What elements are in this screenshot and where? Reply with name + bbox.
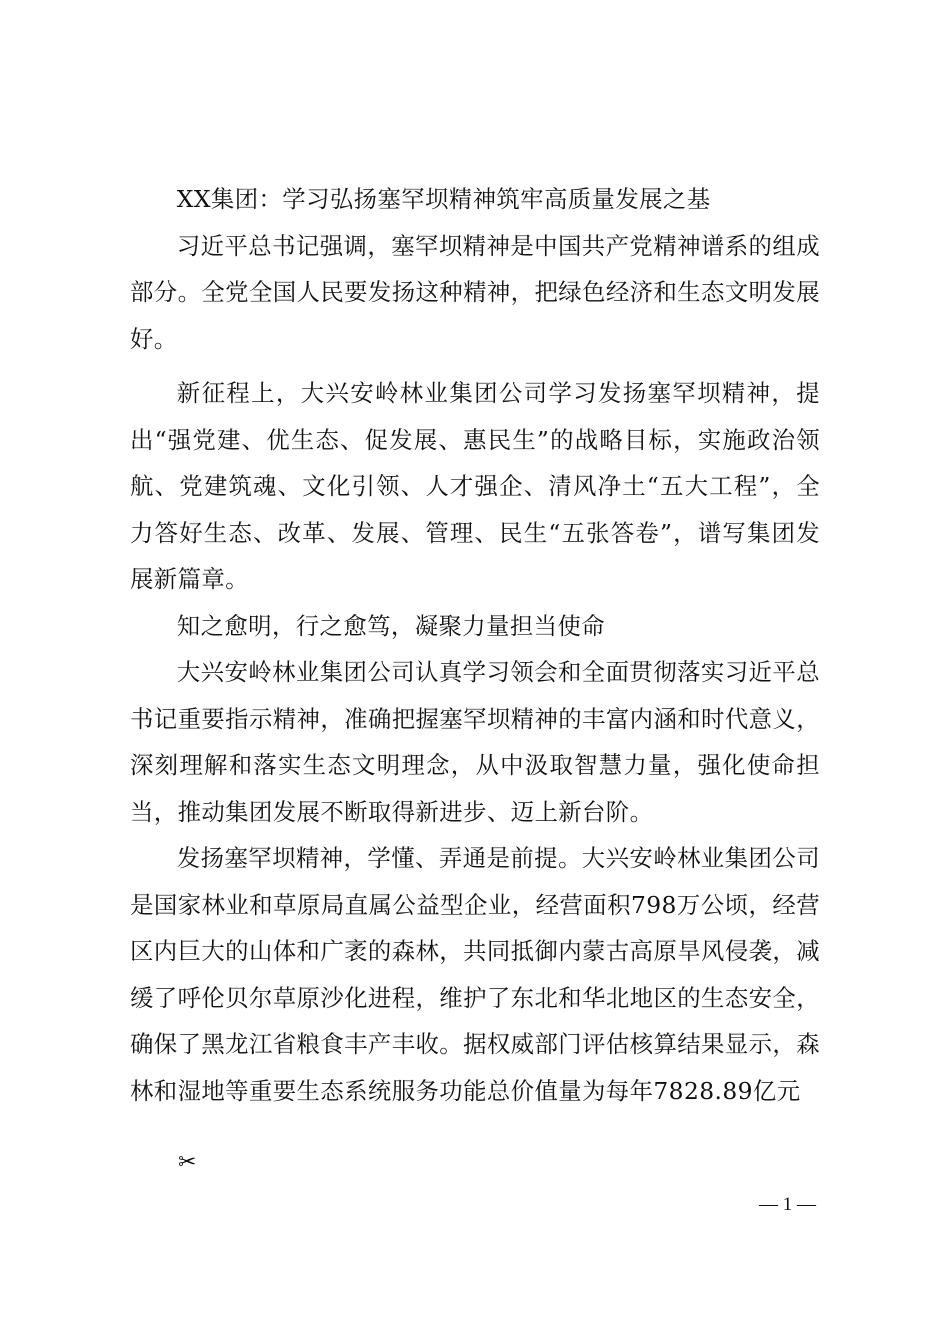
- paragraph: 发扬塞罕坝精神，学懂、弄通是前提。大兴安岭林业集团公司是国家林业和草原局直属公益型企业，经营面积798万公顷，经营区内巨大的山体和广袤的森林，共同抵御内蒙古高原旱风侵袭，减缓了呼伦贝尔草原沙化进程，维护了东北和华北地区的生态安全，确保了黑龙江省粮食丰产丰收。据权威部门评估核算结果显示，森林和湿地等重要生态系统服务功能总价值量为每年7828.89亿元: [130, 844, 820, 1105]
- scissors-icon: ✂: [178, 1150, 197, 1175]
- document-title: XX集团：学习弘扬塞罕坝精神筑牢高质量发展之基: [176, 185, 711, 213]
- section-heading: 知之愈明，行之愈笃，凝聚力量担当使命: [176, 611, 606, 640]
- paragraph: 新征程上，大兴安岭林业集团公司学习发扬塞罕坝精神，提出“强党建、优生态、促发展、惠民生”的战略目标，实施政治领航、党建筑魂、文化引领、人才强企、清风净土“五大工程”，全力答好生态、改革、发展、管理、民生“五张答卷”，谱写集团发展新篇章。: [130, 379, 820, 593]
- paragraph: 大兴安岭林业集团公司认真学习领会和全面贯彻落实习近平总书记重要指示精神，准确把握塞罕坝精神的丰富内涵和时代意义，深刻理解和落实生态文明理念，从中汲取智慧力量，强化使命担当，推动集团发展不断取得新进步、迈上新台阶。: [130, 658, 820, 826]
- document-body: [130, 176, 820, 1114]
- page-number: — 1 —: [759, 1194, 816, 1215]
- paragraph: 习近平总书记强调，塞罕坝精神是中国共产党精神谱系的组成部分。全党全国人民要发扬这种精神，把绿色经济和生态文明发展好。: [130, 231, 820, 353]
